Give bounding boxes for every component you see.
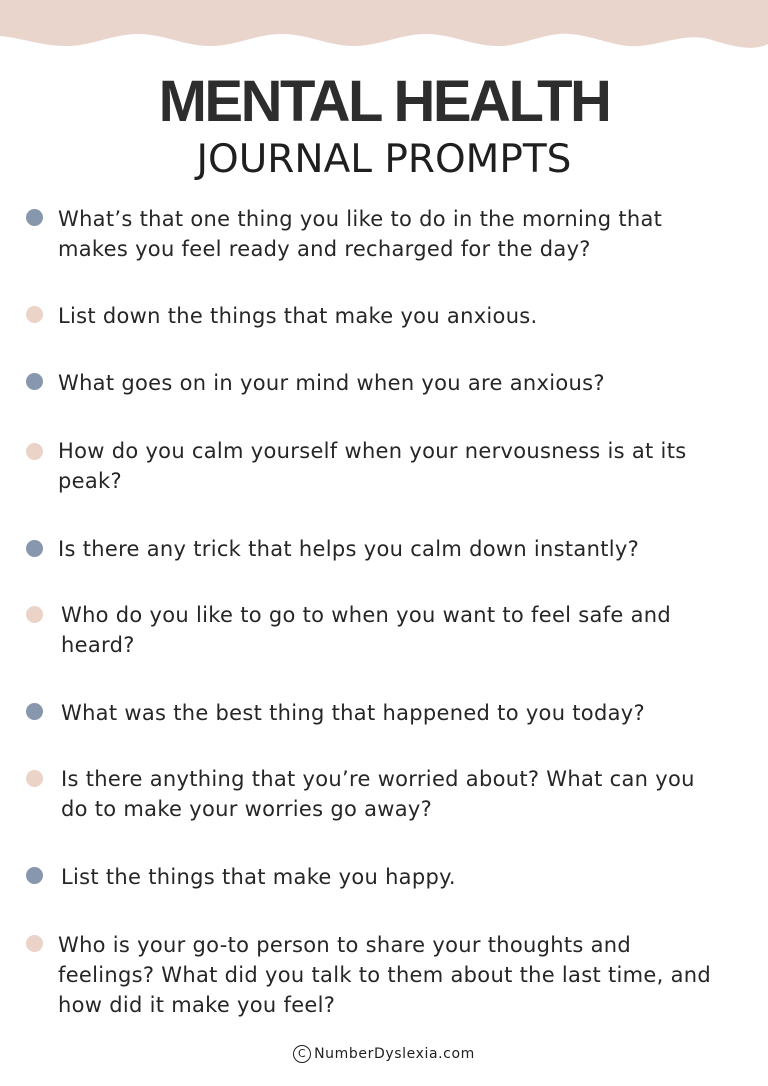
page-subtitle: JOURNAL PROMPTS xyxy=(196,137,572,182)
footer-credit xyxy=(0,1043,768,1065)
prompt-text: Is there any trick that helps you calm down instantly? xyxy=(58,537,640,561)
prompt-text: What’s that one thing you like to do in the morning that makes you feel ready and recharged for the day? xyxy=(58,207,663,261)
bullet-dot-icon xyxy=(26,867,43,884)
footer-site-label: NumberDyslexia.com xyxy=(314,1046,475,1062)
bullet-dot-icon xyxy=(26,703,43,720)
bullet-dot-icon xyxy=(26,770,43,787)
bullet-dot-icon xyxy=(26,209,43,226)
copyright-icon: C xyxy=(293,1045,311,1063)
prompt-text: How do you calm yourself when your nervousness is at its peak? xyxy=(58,439,687,493)
bullet-dot-icon xyxy=(26,606,43,623)
prompt-text: What goes on in your mind when you are anxious? xyxy=(58,371,605,395)
prompt-text: Who do you like to go to when you want to feel safe and heard? xyxy=(61,603,671,657)
prompt-text: List down the things that make you anxious. xyxy=(58,304,538,328)
page-title: MENTAL HEALTH xyxy=(158,69,610,134)
prompt-text: List the things that make you happy. xyxy=(61,865,456,889)
prompt-text: What was the best thing that happened to you today? xyxy=(61,701,645,725)
bullet-dot-icon xyxy=(26,443,43,460)
bullet-dot-icon xyxy=(26,935,43,952)
bullet-dot-icon xyxy=(26,540,43,557)
prompt-text: Is there anything that you’re worried about? What can you do to make your worries go away? xyxy=(61,767,695,821)
bullet-dot-icon xyxy=(26,373,43,390)
prompt-text: Who is your go-to person to share your thoughts and feelings? What did you talk to them about the last time, and how did it make you feel? xyxy=(58,933,711,1017)
bullet-dot-icon xyxy=(26,306,43,323)
